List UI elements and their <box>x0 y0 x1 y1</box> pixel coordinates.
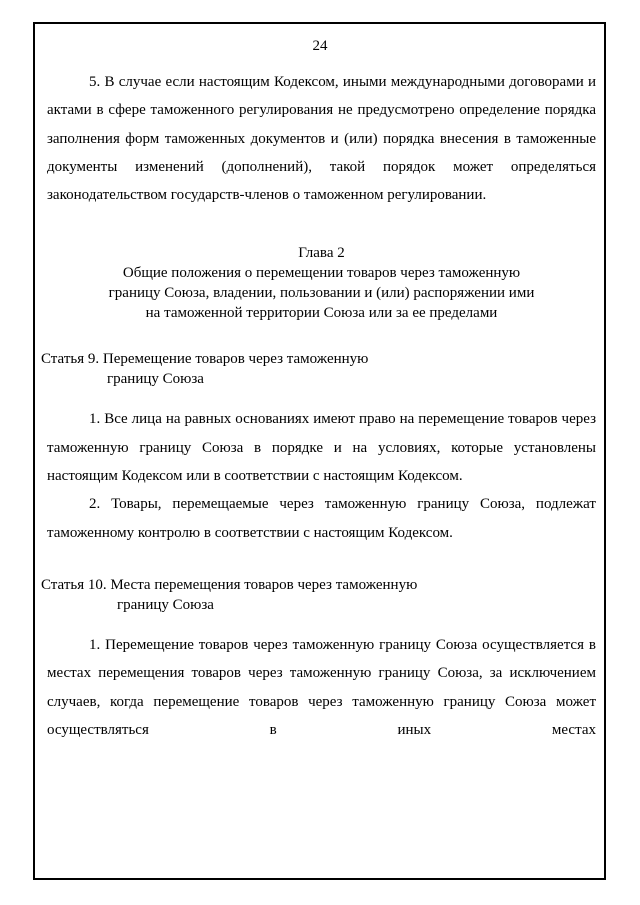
article-9-title-line: границу Союза <box>107 371 204 388</box>
article-10-title <box>41 575 596 615</box>
article-9-paragraph-1: 1. Все лица на равных основаниях имеют право на перемещение товаров через таможенную границу Союза в порядке и на условиях, которые установлены настоящим Кодексом или в соответствии с настоящим Кодексом. <box>47 411 596 485</box>
article-10-title-line: Статья 10. Места перемещения товаров через таможенную <box>41 576 418 593</box>
document-body <box>41 68 596 744</box>
chapter-title-line: границу Союза, владении, пользовании и (или) распоряжении ими <box>108 285 535 302</box>
paragraph-5: 5. В случае если настоящим Кодексом, иными международными договорами и актами в сфере таможенного регулирования не предусмотрено определение порядка заполнения форм таможенных документов и (или) порядка внесения в таможенные документы изменений (дополнений), такой порядок может определяться законодательством государств-членов о таможенном регулировании. <box>47 74 596 204</box>
article-9-title-line: Статья 9. Перемещение товаров через таможенную <box>41 351 369 368</box>
chapter-heading <box>47 243 596 323</box>
article-9-title <box>41 349 596 389</box>
chapter-title-line: Общие положения о перемещении товаров через таможенную <box>122 265 521 282</box>
article-10-title-line: границу Союза <box>117 596 214 613</box>
chapter-label: Глава 2 <box>298 245 345 262</box>
page-number: 24 <box>312 38 328 54</box>
article-10-paragraph-1: 1. Перемещение товаров через таможенную границу Союза осуществляется в местах перемещения товаров через таможенную границу Союза, за исключением случаев, когда перемещение товаров через таможенную границу Союза может осуществляться в иных местах <box>47 636 596 738</box>
article-9-paragraph-2: 2. Товары, перемещаемые через таможенную границу Союза, подлежат таможенному контролю в соответствии с настоящим Кодексом. <box>47 496 596 541</box>
chapter-title-line: на таможенной территории Союза или за ее пределами <box>145 305 498 322</box>
